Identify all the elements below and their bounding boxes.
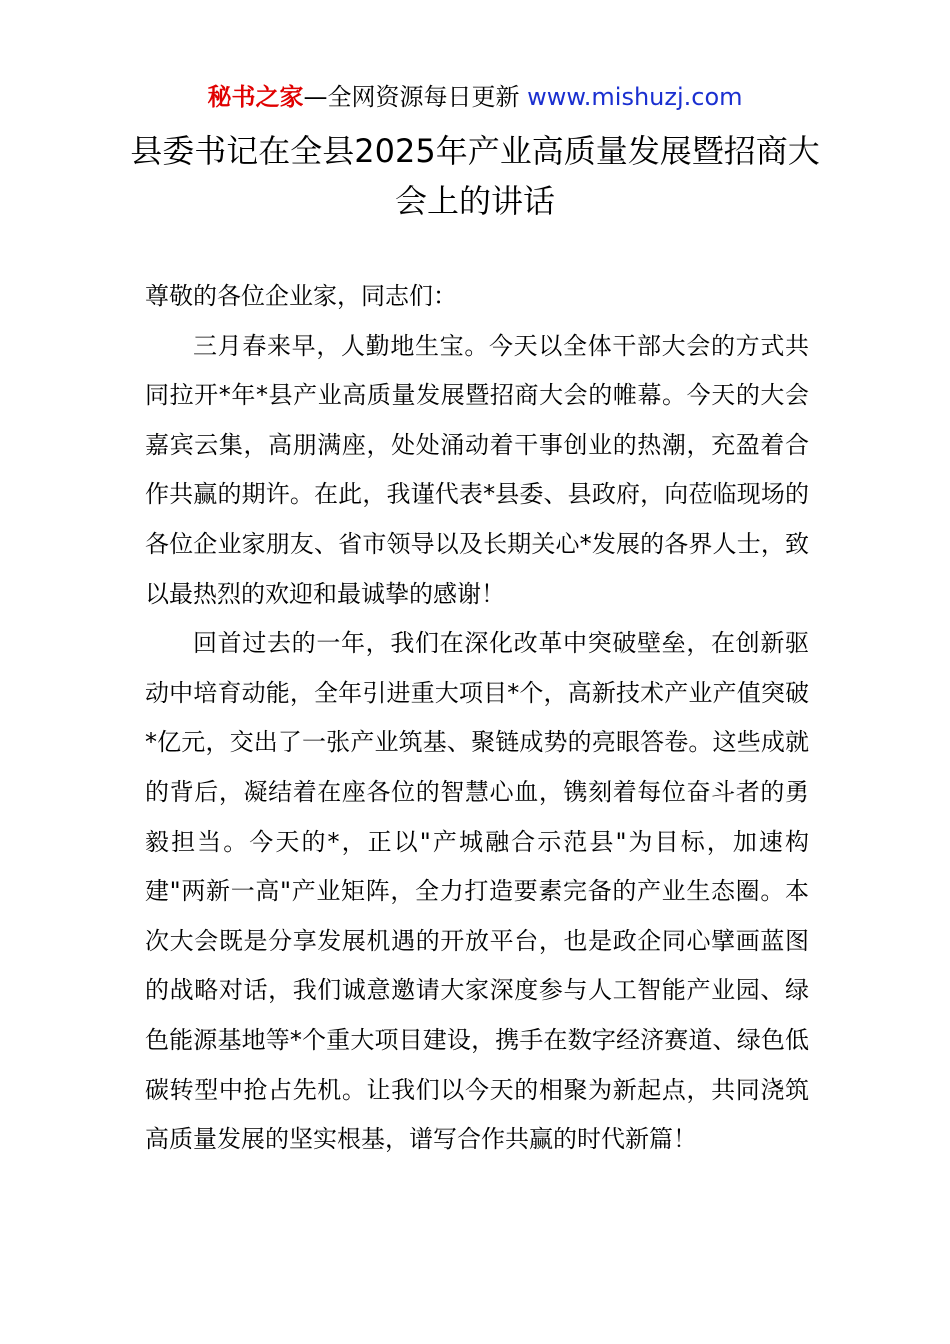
salutation: 尊敬的各位企业家，同志们： — [145, 282, 457, 310]
site-header — [0, 80, 950, 114]
document-body — [145, 272, 809, 1165]
site-url-link[interactable]: www.mishuzj.com — [527, 83, 743, 111]
site-tagline: —全网资源每日更新 — [303, 83, 528, 111]
paragraph-2: 回首过去的一年，我们在深化改革中突破壁垒，在创新驱动中培育动能，全年引进重大项目*个，高新技术产业产值突破*亿元，交出了一张产业筑基、聚链成势的亮眼答卷。这些成就的背后，凝结着在座各位的智慧心血，镌刻着每位奋斗者的勇毅担当。今天的*，正以"产城融合示范县"为目标，加速构建"两新一高"产业矩阵，全力打造要素完备的产业生态圈。本次大会既是分享发展机遇的开放平台，也是政企同心擘画蓝图的战略对话，我们诚意邀请大家深度参与人工智能产业园、绿色能源基地等*个重大项目建设，携手在数字经济赛道、绿色低碳转型中抢占先机。让我们以今天的相聚为新起点，共同浇筑高质量发展的坚实根基，谱写合作共赢的时代新篇！ — [145, 629, 809, 1154]
document-title: 县委书记在全县2025年产业高质量发展暨招商大会上的讲话 — [130, 132, 820, 220]
site-brand: 秘书之家 — [207, 83, 304, 111]
paragraph-1: 三月春来早，人勤地生宝。今天以全体干部大会的方式共同拉开*年*县产业高质量发展暨招商大会的帷幕。今天的大会嘉宾云集，高朋满座，处处涌动着干事创业的热潮，充盈着合作共赢的期许。在此，我谨代表*县委、县政府，向莅临现场的各位企业家朋友、省市领导以及长期关心*发展的各界人士，致以最热烈的欢迎和最诚挚的感谢！ — [145, 331, 809, 608]
